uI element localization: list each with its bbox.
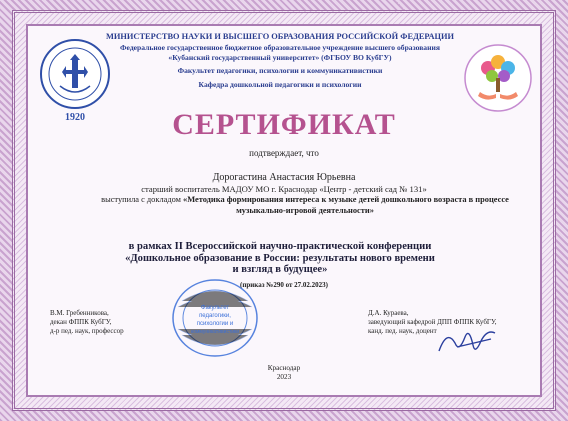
stamp-line-4: коммуникативистики [190,329,240,335]
report-prefix: выступила с докладом [101,195,181,204]
conference-info [110,241,450,276]
ministry-heading: МИНИСТЕРСТВО НАУКИ И ВЫСШЕГО ОБРАЗОВАНИЯ РОССИЙСКОЙ ФЕДЕРАЦИИ [105,32,455,41]
conference-line-1: в рамках II Всероссийской научно-практической конференции [128,241,432,252]
signatory-right-title-2: канд. пед. наук, доцент [368,327,437,335]
signatory-right-name: Д.А. Кураева, [368,309,409,317]
logo-year: 1920 [65,112,85,123]
institution-line-2: «Кубанский государственный университет» (ФГБОУ ВО КубГУ) [168,53,392,62]
department-name: Кафедра дошкольной педагогики и психологии [198,80,362,89]
report-title: «Методика формирования интереса к музыке детей дошкольного возраста в процессе музыкально-игровой деятельности» [183,195,509,215]
confirms-text: подтверждает, что [249,148,319,158]
order-number: (приказ №290 от 27.02.2023) [240,281,328,289]
certificate-title: СЕРТИФИКАТ [172,108,396,141]
tree-hands-emblem-icon [462,40,534,118]
recipient-name: Дорогастина Анастасия Юрьевна [212,172,356,183]
footer-place-date [0,364,568,382]
stamp-line-1: Факультет [200,305,230,311]
institution-line-1: Федеральное государственное бюджетное образовательное учреждение высшего образования [120,43,440,52]
faculty-name: Факультет педагогики, психологии и коммуникативистики [177,66,383,75]
handwritten-signature [435,323,503,359]
report-info [90,195,520,216]
footer-year: 2023 [276,373,292,381]
footer-city: Краснодар [267,364,301,372]
stamp-line-3: психологии и [196,321,234,327]
stamp-line-2: педагогики, [199,313,231,319]
signatory-right-title-1: заведующий кафедрой ДПП ФППК КубГУ, [368,318,497,326]
conference-line-2: «Дошкольное образование в России: результаты нового времени [125,252,435,264]
signatory-left [50,309,190,336]
signatory-left-name: В.М. Гребенникова, [50,309,109,317]
signatory-left-title-1: декан ФППК КубГУ, [50,318,112,326]
signatory-left-title-2: д-р пед. наук, профессор [50,327,124,335]
recipient-position: старший воспитатель МАДОУ МО г. Краснодар «Центр - детский сад № 131» [141,184,427,194]
conference-line-3: и взгляд в будущее» [232,264,328,275]
